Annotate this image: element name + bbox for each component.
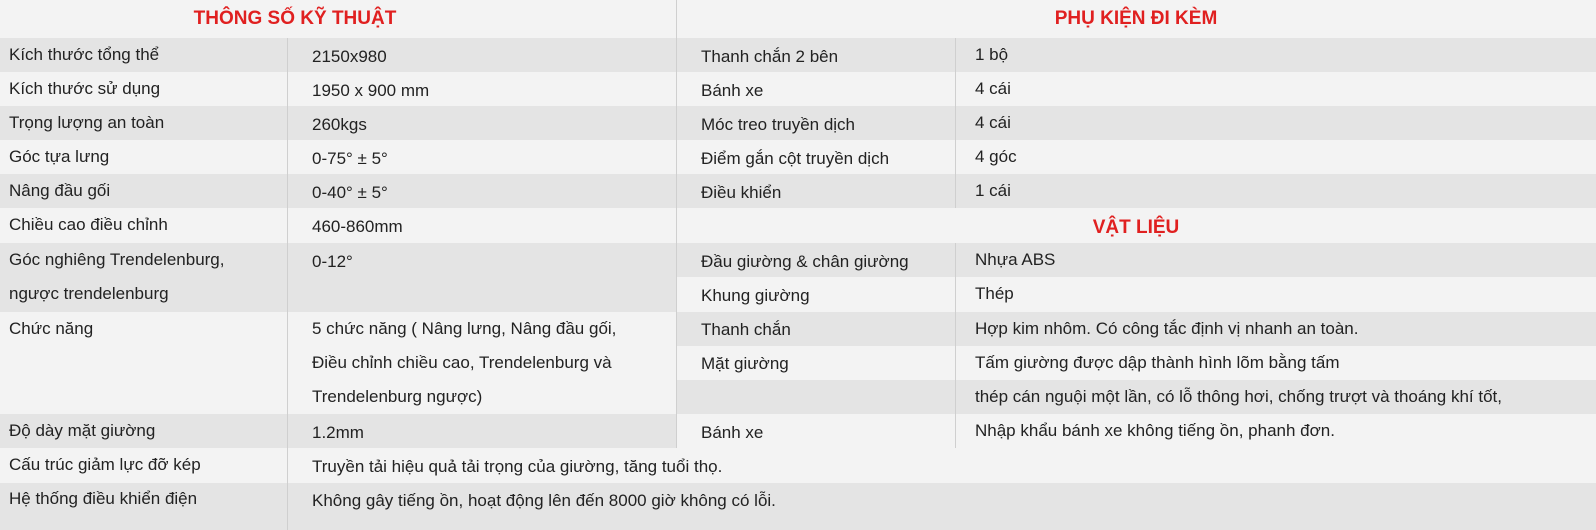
accessory-value: 4 cái <box>975 79 1011 98</box>
material-label: Đầu giường & chân giường <box>701 252 909 271</box>
column-divider <box>287 38 288 530</box>
material-value: Nhập khẩu bánh xe không tiếng ồn, phanh đơn. <box>975 421 1335 440</box>
spec-label: Trọng lượng an toàn <box>9 113 165 132</box>
spec-value: Điều chỉnh chiều cao, Trendelenburg và <box>312 353 612 372</box>
spec-value: Truyền tải hiệu quả tải trọng của giường, tăng tuổi thọ. <box>312 457 723 476</box>
accessory-value: 4 góc <box>975 147 1017 166</box>
spec-value: Không gây tiếng ồn, hoạt động lên đến 8000 giờ không có lỗi. <box>312 491 776 510</box>
accessory-value: 4 cái <box>975 113 1011 132</box>
accessory-label: Móc treo truyền dịch <box>701 115 856 134</box>
accessory-value: 1 cái <box>975 181 1011 200</box>
accessory-label: Điểm gắn cột truyền dịch <box>701 149 890 168</box>
spec-label: Hệ thống điều khiển điện <box>9 489 198 508</box>
material-label: Khung giường <box>701 286 810 305</box>
material-value: Hợp kim nhôm. Có công tắc định vị nhanh an toàn. <box>975 319 1359 338</box>
spec-value: 0-12° <box>312 252 353 271</box>
spec-title: THÔNG SỐ KỸ THUẬT <box>193 8 397 29</box>
spec-value: Trendelenburg ngược) <box>312 387 483 406</box>
accessories-title: PHỤ KIỆN ĐI KÈM <box>1054 8 1218 29</box>
spec-label: Kích thước sử dụng <box>9 79 161 98</box>
material-value: Nhựa ABS <box>975 250 1056 269</box>
accessory-label: Điều khiển <box>701 183 782 202</box>
material-value: Tấm giường được dập thành hình lõm bằng tấm <box>975 353 1340 372</box>
spec-value: 260kgs <box>312 115 367 134</box>
spec-label: ngược trendelenburg <box>9 284 169 303</box>
accessory-label: Bánh xe <box>701 81 764 100</box>
column-divider <box>955 243 956 448</box>
spec-value: 1.2mm <box>312 423 364 442</box>
material-value: thép cán nguội một lần, có lỗ thông hơi, chống trượt và thoáng khí tốt, <box>975 387 1502 406</box>
material-value: Thép <box>975 284 1014 303</box>
spec-label: Độ dày mặt giường <box>9 421 156 440</box>
column-divider <box>955 38 956 208</box>
spec-label: Nâng đầu gối <box>9 181 111 200</box>
accessory-label: Thanh chắn 2 bên <box>701 47 839 66</box>
material-label: Mặt giường <box>701 354 789 373</box>
spec-label: Chiều cao điều chỉnh <box>9 215 168 234</box>
spec-label: Góc nghiêng Trendelenburg, <box>9 250 225 269</box>
material-label: Thanh chắn <box>701 320 791 339</box>
spec-value: 0-40° ± 5° <box>312 183 388 202</box>
spec-label: Góc tựa lưng <box>9 147 110 166</box>
spec-value: 0-75° ± 5° <box>312 149 388 168</box>
spec-label: Cấu trúc giảm lực đỡ kép <box>9 455 201 474</box>
spec-label: Kích thước tổng thể <box>9 45 160 64</box>
spec-value: 460-860mm <box>312 217 403 236</box>
spec-value: 1950 x 900 mm <box>312 81 430 100</box>
spec-label: Chức năng <box>9 319 94 338</box>
spec-value: 5 chức năng ( Nâng lưng, Nâng đầu gối, <box>312 319 617 338</box>
material-label: Bánh xe <box>701 423 764 442</box>
materials-title: VẬT LIỆU <box>1092 217 1180 238</box>
accessory-value: 1 bộ <box>975 45 1009 64</box>
spec-value: 2150x980 <box>312 47 387 66</box>
